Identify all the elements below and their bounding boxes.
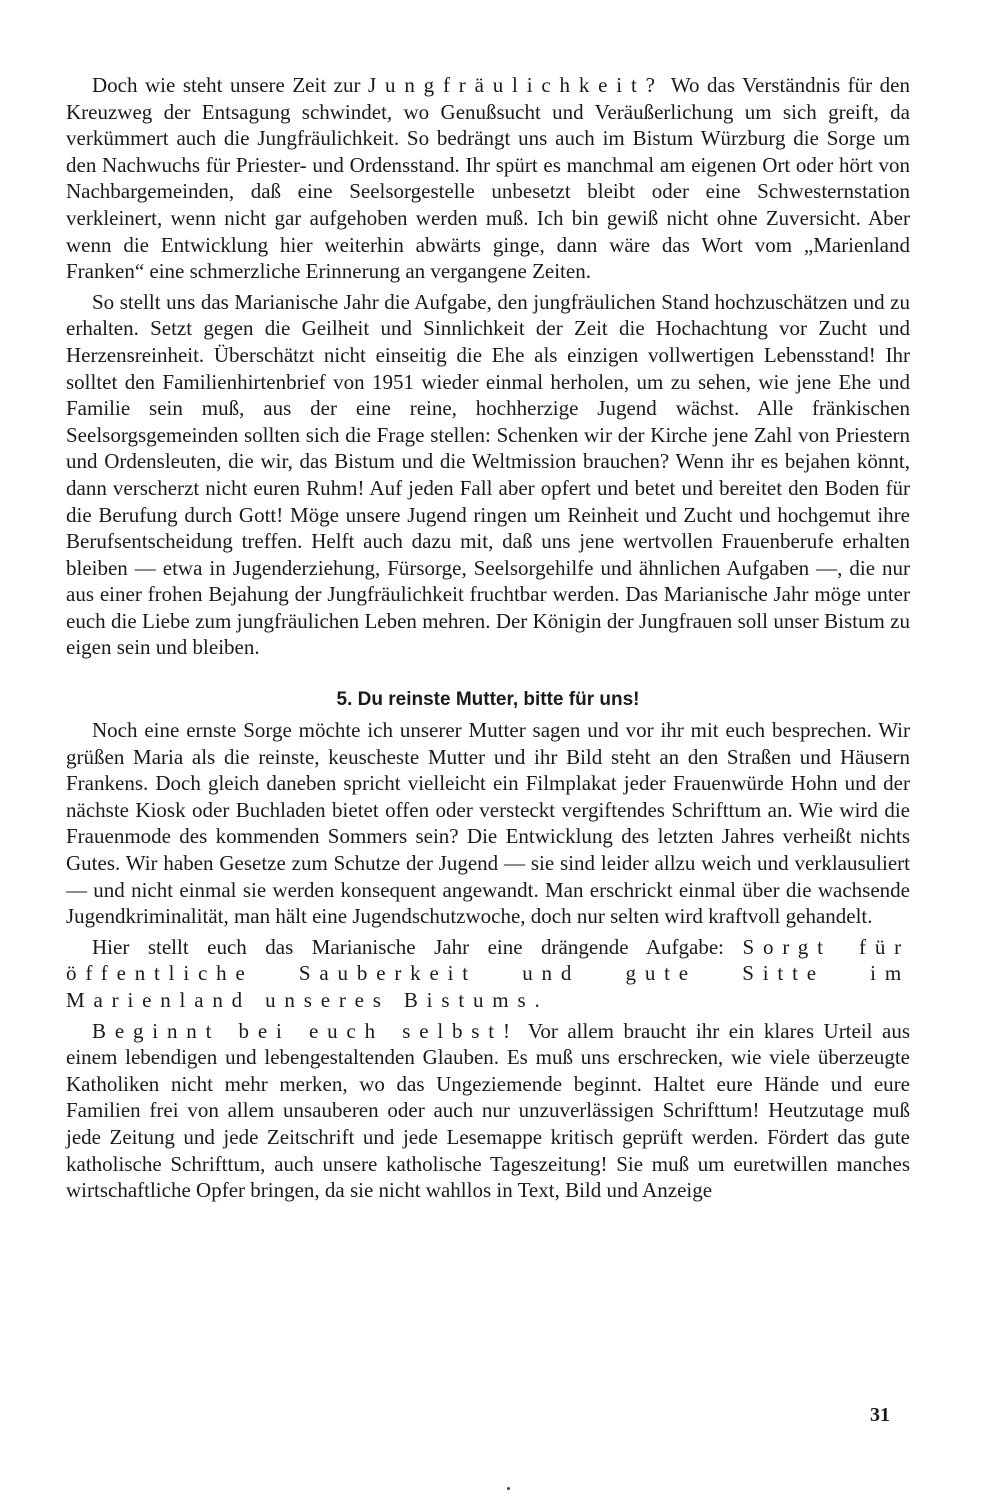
paragraph-urgent-task bbox=[66, 934, 910, 1014]
print-speck bbox=[507, 1487, 510, 1490]
section-heading: 5. Du reinste Mutter, bitte für uns! bbox=[336, 689, 640, 711]
paragraph-concern: Noch eine ernste Sorge möchte ich unserer Mutter sagen und vor ihr mit euch besprechen. Wir grüßen Maria als die reinste, keuscheste Mutter und ihr Bild steht an den Straßen und Häusern Frankens. Doch gleich daneben spricht vielleicht ein Filmplakat jeder Frauenwürde Hohn und der nächste Kiosk oder Buchladen bietet offen oder versteckt vergiftendes Schrifttum an. Wie wird die Frauenmode des kommenden Sommers sein? Die Entwicklung des letzten Jahres verheißt nichts Gutes. Wir haben Gesetze zum Schutze der Jugend — sie sind leider allzu weich und verklausuliert — und nicht einmal sie werden konsequent angewandt. Man erschrickt einmal über die wachsende Jugendkriminalität, man hält eine Jugendschutzwoche, doch nur selten wird kraftvoll gehandelt. bbox=[66, 718, 910, 929]
paragraph-text: Wo das Verständnis für den Kreuzweg der Entsagung schwindet, wo Genußsucht und Veräußerlichung um sich greift, da verkümmert auch die Jungfräulichkeit. So bedrängt uns auch im Bistum Würzburg die Sorge um den Nachwuchs für Priester- und Ordensstand. Ihr spürt es manchmal am eigenen Ort oder hört von Nachbargemeinden, daß eine Seelsorgestelle unbesetzt bleibt oder eine Schwesternstation verkleinert, wenn nicht gar aufgehoben werden muß. Ich bin gewiß nicht ohne Zuversicht. Aber wenn die Entwicklung hier weiterhin abwärts ginge, dann wäre das Wort vom „Marienland Franken“ eine schmerzliche Erinnerung an vergangene Zeiten. bbox=[66, 73, 910, 284]
paragraph-text: Vor allem braucht ihr ein klares Urteil aus einem lebendigen und lebengestaltenden Glauben. Es muß uns erschrecken, wie viele überzeugte Katholiken nicht mehr merken, wo das Ungeziemende beginnt. Haltet eure Hände und eure Familien frei von allem unsauberen oder auch nur unzuverlässigen Schrifttum! Heutzutage muß jede Zeitung und jede Zeitschrift und jede Lesemappe kritisch geprüft werden. Fördert das gute katholische Schrifttum, auch unsere katholische Tageszeitung! Sie muß um euretwillen manches wirtschaftliche Opfer bringen, da sie nicht wahllos in Text, Bild und Anzeige bbox=[66, 1018, 910, 1203]
emphasized-text: Sorgt für öffentliche Sauberkeit und gute Sitte im Marienland unseres Bistums. bbox=[66, 934, 910, 1012]
emphasized-text: Jungfräulichkeit? bbox=[368, 73, 664, 97]
paragraph-begin-yourselves bbox=[66, 1018, 910, 1204]
page-body bbox=[66, 72, 910, 1204]
paragraph-marian-year-task: So stellt uns das Marianische Jahr die Aufgabe, den jungfräulichen Stand hochzuschätzen und zu erhalten. Setzt gegen die Geilheit und Sinnlichkeit der Zeit die Hochachtung vor Zucht und Herzensreinheit. Überschätzt nicht einseitig die Ehe als einzigen vollwertigen Lebensstand! Ihr solltet den Familienhirtenbrief von 1951 wieder einmal herholen, um zu sehen, wie jene Ehe und Familie sein muß, aus der eine reine, hochherzige Jugend wächst. Alle fränkischen Seelsorgsgemeinden sollten sich die Frage stellen: Schenken wir der Kirche jene Zahl von Priestern und Ordensleuten, die wir, das Bistum und die Weltmission brauchen? Wenn ihr es bejahen könnt, dann verscherzt nicht euren Ruhm! Auf jeden Fall aber opfert und betet und bereitet den Boden für die Berufung durch Gott! Möge unsere Jugend ringen um Reinheit und Zucht und hochgemut ihre Berufsentscheidung treffen. Helft auch dazu mit, daß uns jene wertvollen Frauenberufe erhalten bleiben — etwa in Jugenderziehung, Fürsorge, Seelsorgehilfe und ähnlichen Aufgaben —, die nur aus einer frohen Bejahung der Jungfräulichkeit fruchtbar werden. Das Marianische Jahr möge unter euch die Liebe zum jungfräulichen Leben mehren. Der Königin der Jungfrauen soll unser Bistum zu eigen sein und bleiben. bbox=[66, 289, 910, 660]
paragraph-virginity bbox=[66, 72, 910, 285]
emphasized-text: Beginnt bei euch selbst! bbox=[92, 1018, 519, 1043]
paragraph-text: Doch wie steht unsere Zeit zur bbox=[92, 73, 369, 97]
paragraph-text: Hier stellt euch das Marianische Jahr eine drängende Aufgabe: bbox=[92, 934, 743, 959]
page-number: 31 bbox=[870, 1404, 890, 1426]
